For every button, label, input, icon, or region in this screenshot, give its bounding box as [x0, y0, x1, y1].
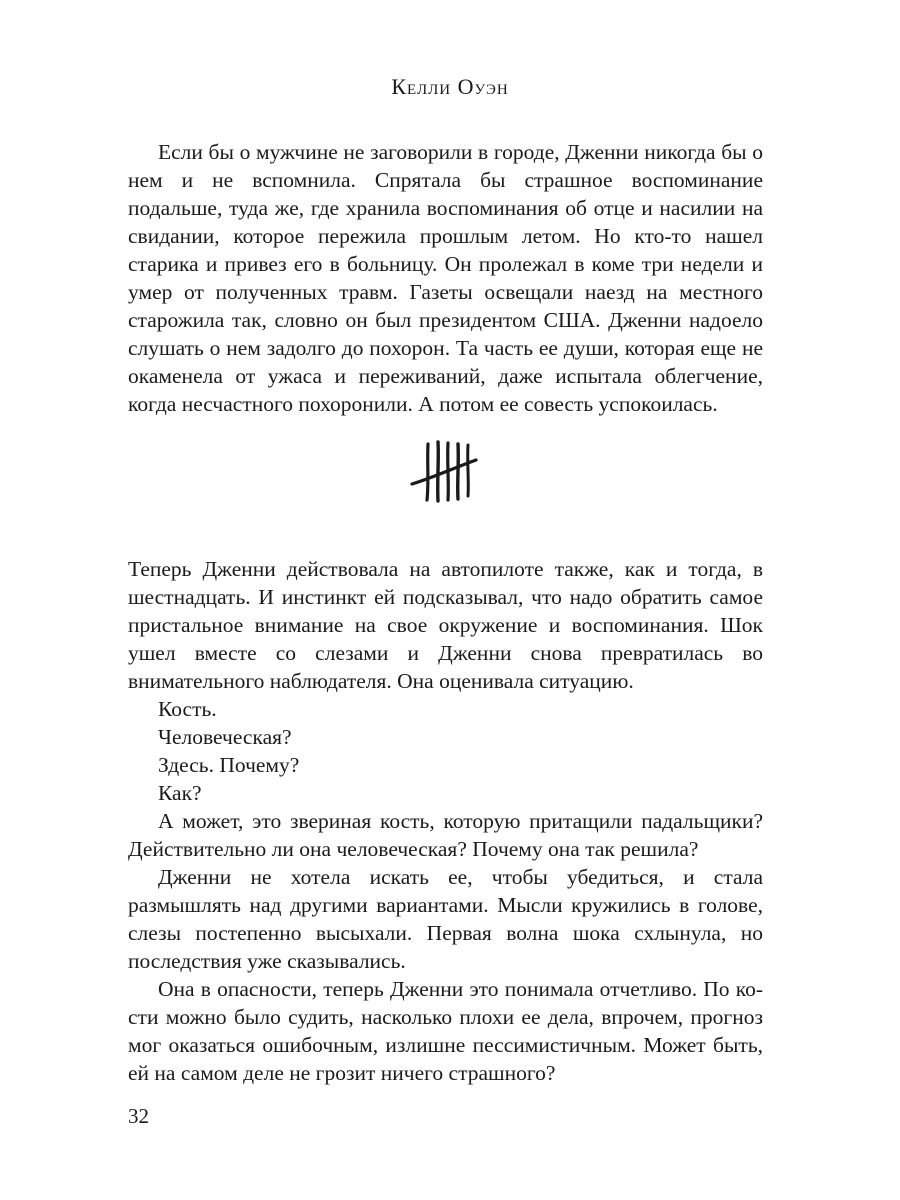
section-1-text: [128, 138, 763, 418]
paragraph: Здесь. Почему?: [158, 753, 300, 777]
paragraph: Она в опасности, теперь Дженни это понимала отчетливо. По кости можно было судить, насколько плохи ее дела, впрочем, прогноз мог оказаться ошибочным, излишне пессимистичным. Может быть, ей на самом деле не грозит ничего страшного?: [128, 977, 763, 1085]
paragraph: Дженни не хотела искать ее, чтобы убедиться, и стала размышлять над другими вариантами. Мысли кружились в голове, слезы постепенно высыхали. Первая волна шока схлынула, но последствия уже сказывались.: [128, 865, 763, 973]
tally-marks-graphic: [408, 438, 480, 506]
paragraph: Как?: [158, 781, 202, 805]
tally-marks-icon: [408, 438, 480, 506]
paragraph: Кость.: [158, 697, 217, 721]
section-2-text: [128, 555, 763, 1087]
paragraph: Теперь Дженни действовала на автопилоте также, как и тогда, в шестнадцать. И инстинкт ей подсказывал, что надо обратить самое пристальное внимание на свое окружение и воспоминания. Шок ушел вместе со слезами и Дженни снова превратилась во внимательного наблюдателя. Она оценивала ситуацию.: [128, 557, 763, 693]
paragraph: Человеческая?: [158, 725, 292, 749]
paragraph: А может, это звериная кость, которую притащили падальщики? Действительно ли она человеческая? Почему она так решила?: [128, 809, 763, 861]
paragraph: Если бы о мужчине не заговорили в городе, Дженни никогда бы о нем и не вспомнила. Спрятала бы страшное воспоминание подальше, туда же, где хранила воспоминания об отце и насилии на свидании, которое пережила прошлым летом. Но кто-то нашел старика и привез его в больницу. Он пролежал в коме три недели и умер от полученных травм. Газеты освещали наезд на местного старожила так, словно он был президентом США. Дженни надоело слушать о нем задолго до похорон. Та часть ее души, которая еще не окаменела от ужаса и переживаний, даже испытала облегчение, когда несчастного похоронили. А потом ее совесть успокоилась.: [128, 140, 763, 416]
running-head: Келли Оуэн: [391, 74, 509, 99]
page-number: 32: [128, 1104, 149, 1128]
